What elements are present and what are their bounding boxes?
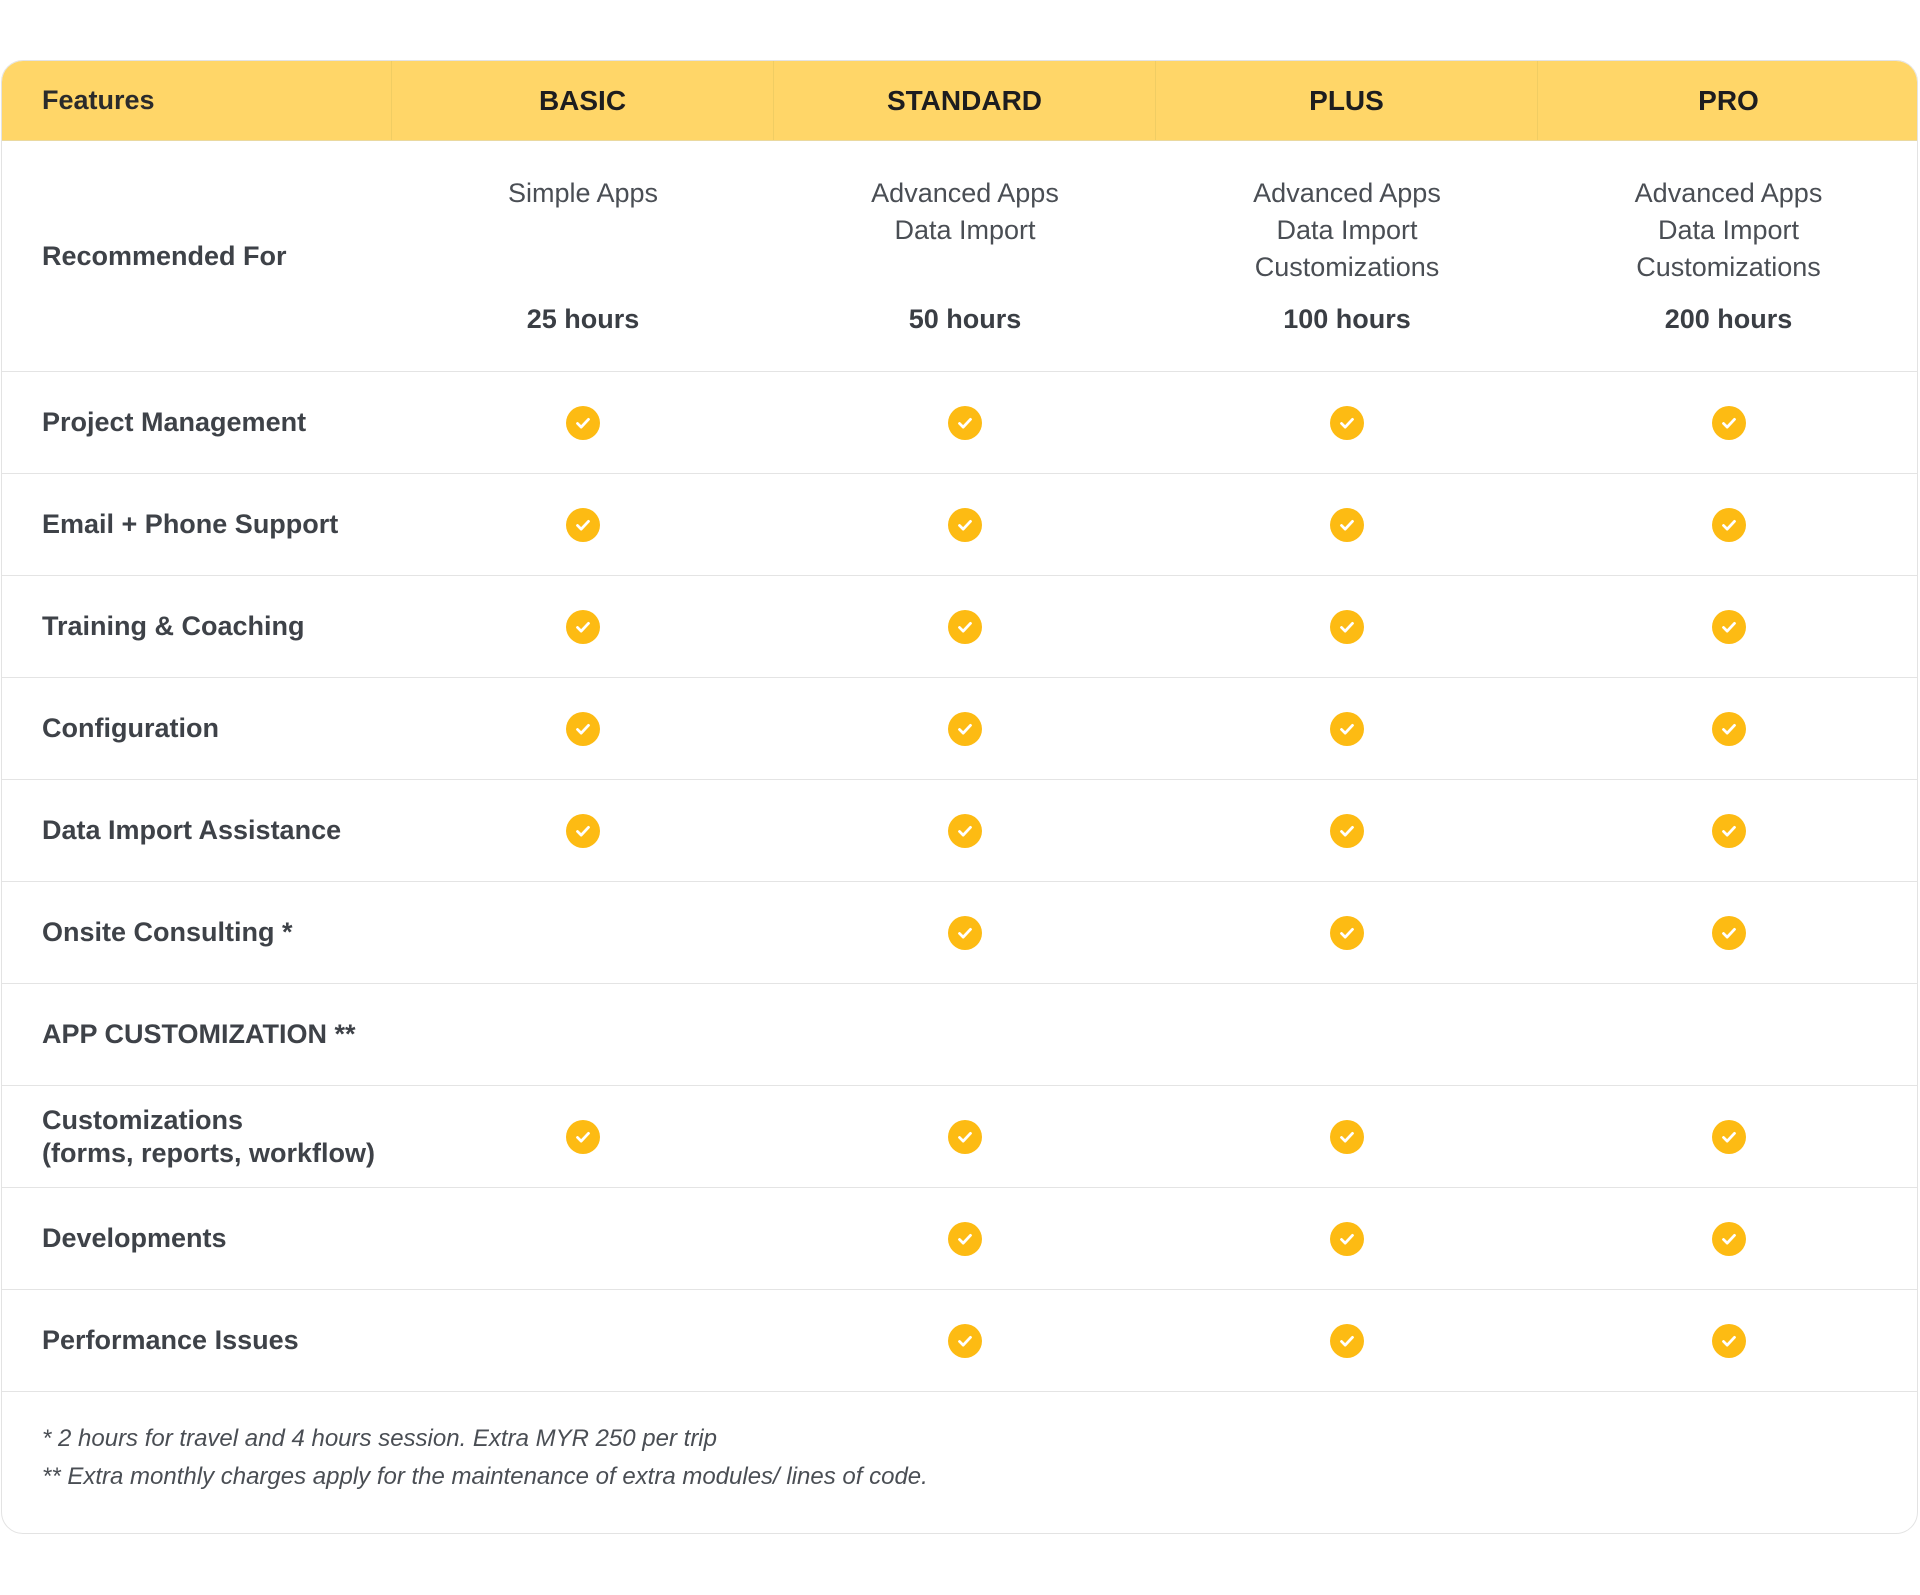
- footnote-customization: ** Extra monthly charges apply for the maintenance of extra modules/ lines of code.: [42, 1463, 928, 1490]
- cell-standard: [774, 780, 1156, 881]
- recommended-pro-hours: 200 hours: [1664, 304, 1793, 334]
- cell-plus: [1156, 780, 1538, 881]
- table-row: [2, 984, 1917, 1086]
- cell-pro: [1538, 780, 1918, 881]
- check-circle-icon: [1712, 406, 1746, 440]
- cell-plus: [1156, 678, 1538, 779]
- check-circle-icon: [566, 814, 600, 848]
- cell-standard: [774, 1290, 1156, 1391]
- table-row: [2, 372, 1917, 474]
- check-circle-icon: [1712, 508, 1746, 542]
- feature-label: APP CUSTOMIZATION **: [42, 1019, 356, 1049]
- table-row: [2, 1290, 1917, 1392]
- cell-basic: [392, 474, 774, 575]
- check-circle-icon: [948, 916, 982, 950]
- table-row: [2, 678, 1917, 780]
- cell-standard: [774, 474, 1156, 575]
- header-plan-standard: STANDARD: [774, 61, 1156, 140]
- recommended-pro: [1538, 141, 1918, 371]
- cell-basic: [392, 1188, 774, 1289]
- cell-plus: [1156, 1086, 1538, 1187]
- check-circle-icon: [1712, 1120, 1746, 1154]
- cell-basic: [392, 678, 774, 779]
- cell-pro: [1538, 984, 1918, 1085]
- check-circle-icon: [1712, 814, 1746, 848]
- pricing-table: [1, 60, 1918, 1534]
- cell-standard: [774, 984, 1156, 1085]
- table-row: [2, 1086, 1917, 1188]
- cell-pro: [1538, 1188, 1918, 1289]
- check-circle-icon: [1712, 1222, 1746, 1256]
- check-circle-icon: [948, 1120, 982, 1154]
- check-circle-icon: [948, 1324, 982, 1358]
- check-circle-icon: [1712, 916, 1746, 950]
- feature-label: Training & Coaching: [42, 611, 305, 641]
- cell-standard: [774, 678, 1156, 779]
- check-circle-icon: [566, 406, 600, 440]
- cell-basic: [392, 882, 774, 983]
- check-circle-icon: [1330, 1324, 1364, 1358]
- check-circle-icon: [1330, 508, 1364, 542]
- cell-basic: [392, 576, 774, 677]
- cell-basic: [392, 1086, 774, 1187]
- check-circle-icon: [1330, 814, 1364, 848]
- header-plan-basic: BASIC: [392, 61, 774, 140]
- check-circle-icon: [948, 712, 982, 746]
- cell-basic: [392, 984, 774, 1085]
- footnote-onsite: * 2 hours for travel and 4 hours session. Extra MYR 250 per trip: [42, 1425, 717, 1452]
- cell-standard: [774, 882, 1156, 983]
- header-plan-pro: PRO: [1698, 84, 1759, 116]
- check-circle-icon: [1330, 610, 1364, 644]
- feature-label: Email + Phone Support: [42, 509, 339, 539]
- cell-plus: [1156, 1188, 1538, 1289]
- recommended-plus: [1156, 141, 1538, 371]
- recommended-standard-apps: Advanced Apps Data Import: [871, 178, 1059, 245]
- cell-standard: [774, 372, 1156, 473]
- check-circle-icon: [1712, 1324, 1746, 1358]
- footnotes: [2, 1392, 1917, 1496]
- feature-rows: [2, 372, 1917, 1392]
- cell-standard: [774, 1086, 1156, 1187]
- cell-pro: [1538, 882, 1918, 983]
- recommended-label: Recommended For: [42, 240, 287, 271]
- recommended-plus-hours: 100 hours: [1283, 304, 1411, 334]
- cell-standard: [774, 1188, 1156, 1289]
- recommended-standard: [774, 141, 1156, 371]
- check-circle-icon: [566, 508, 600, 542]
- feature-label: Customizations (forms, reports, workflow): [42, 1104, 376, 1168]
- check-circle-icon: [1712, 610, 1746, 644]
- cell-plus: [1156, 984, 1538, 1085]
- cell-pro: [1538, 1086, 1918, 1187]
- cell-standard: [774, 576, 1156, 677]
- check-circle-icon: [1712, 712, 1746, 746]
- feature-label: Data Import Assistance: [42, 815, 342, 845]
- recommended-basic: [392, 141, 774, 371]
- cell-pro: [1538, 576, 1918, 677]
- check-circle-icon: [566, 712, 600, 746]
- check-circle-icon: [948, 610, 982, 644]
- header-features: Features: [2, 61, 392, 140]
- cell-plus: [1156, 1290, 1538, 1391]
- check-circle-icon: [1330, 1222, 1364, 1256]
- cell-pro: [1538, 474, 1918, 575]
- recommended-row: [2, 141, 1917, 372]
- cell-plus: [1156, 576, 1538, 677]
- feature-label: Project Management: [42, 407, 307, 437]
- cell-plus: [1156, 474, 1538, 575]
- table-row: [2, 882, 1917, 984]
- cell-pro: [1538, 678, 1918, 779]
- cell-pro: [1538, 372, 1918, 473]
- recommended-standard-hours: 50 hours: [908, 304, 1022, 334]
- header-plan-plus: PLUS: [1156, 61, 1538, 140]
- table-row: [2, 1188, 1917, 1290]
- cell-basic: [392, 1290, 774, 1391]
- check-circle-icon: [1330, 712, 1364, 746]
- feature-label: Performance Issues: [42, 1325, 299, 1355]
- recommended-basic-apps: Simple Apps: [507, 178, 659, 208]
- table-row: [2, 576, 1917, 678]
- check-circle-icon: [566, 610, 600, 644]
- cell-pro: [1538, 1290, 1918, 1391]
- feature-label: Configuration: [42, 713, 219, 743]
- recommended-basic-hours: 25 hours: [526, 304, 640, 334]
- check-circle-icon: [948, 814, 982, 848]
- cell-basic: [392, 780, 774, 881]
- recommended-pro-apps: Advanced Apps Data Import Customizations: [1634, 178, 1823, 282]
- check-circle-icon: [566, 1120, 600, 1154]
- check-circle-icon: [1330, 406, 1364, 440]
- cell-basic: [392, 372, 774, 473]
- check-circle-icon: [948, 508, 982, 542]
- feature-label: Onsite Consulting *: [42, 917, 293, 947]
- check-circle-icon: [1330, 916, 1364, 950]
- table-row: [2, 474, 1917, 576]
- table-row: [2, 780, 1917, 882]
- recommended-plus-apps: Advanced Apps Data Import Customizations: [1253, 178, 1441, 282]
- check-circle-icon: [948, 406, 982, 440]
- feature-label: Developments: [42, 1223, 227, 1253]
- cell-plus: [1156, 372, 1538, 473]
- table-header: [2, 61, 1917, 141]
- check-circle-icon: [1330, 1120, 1364, 1154]
- cell-plus: [1156, 882, 1538, 983]
- check-circle-icon: [948, 1222, 982, 1256]
